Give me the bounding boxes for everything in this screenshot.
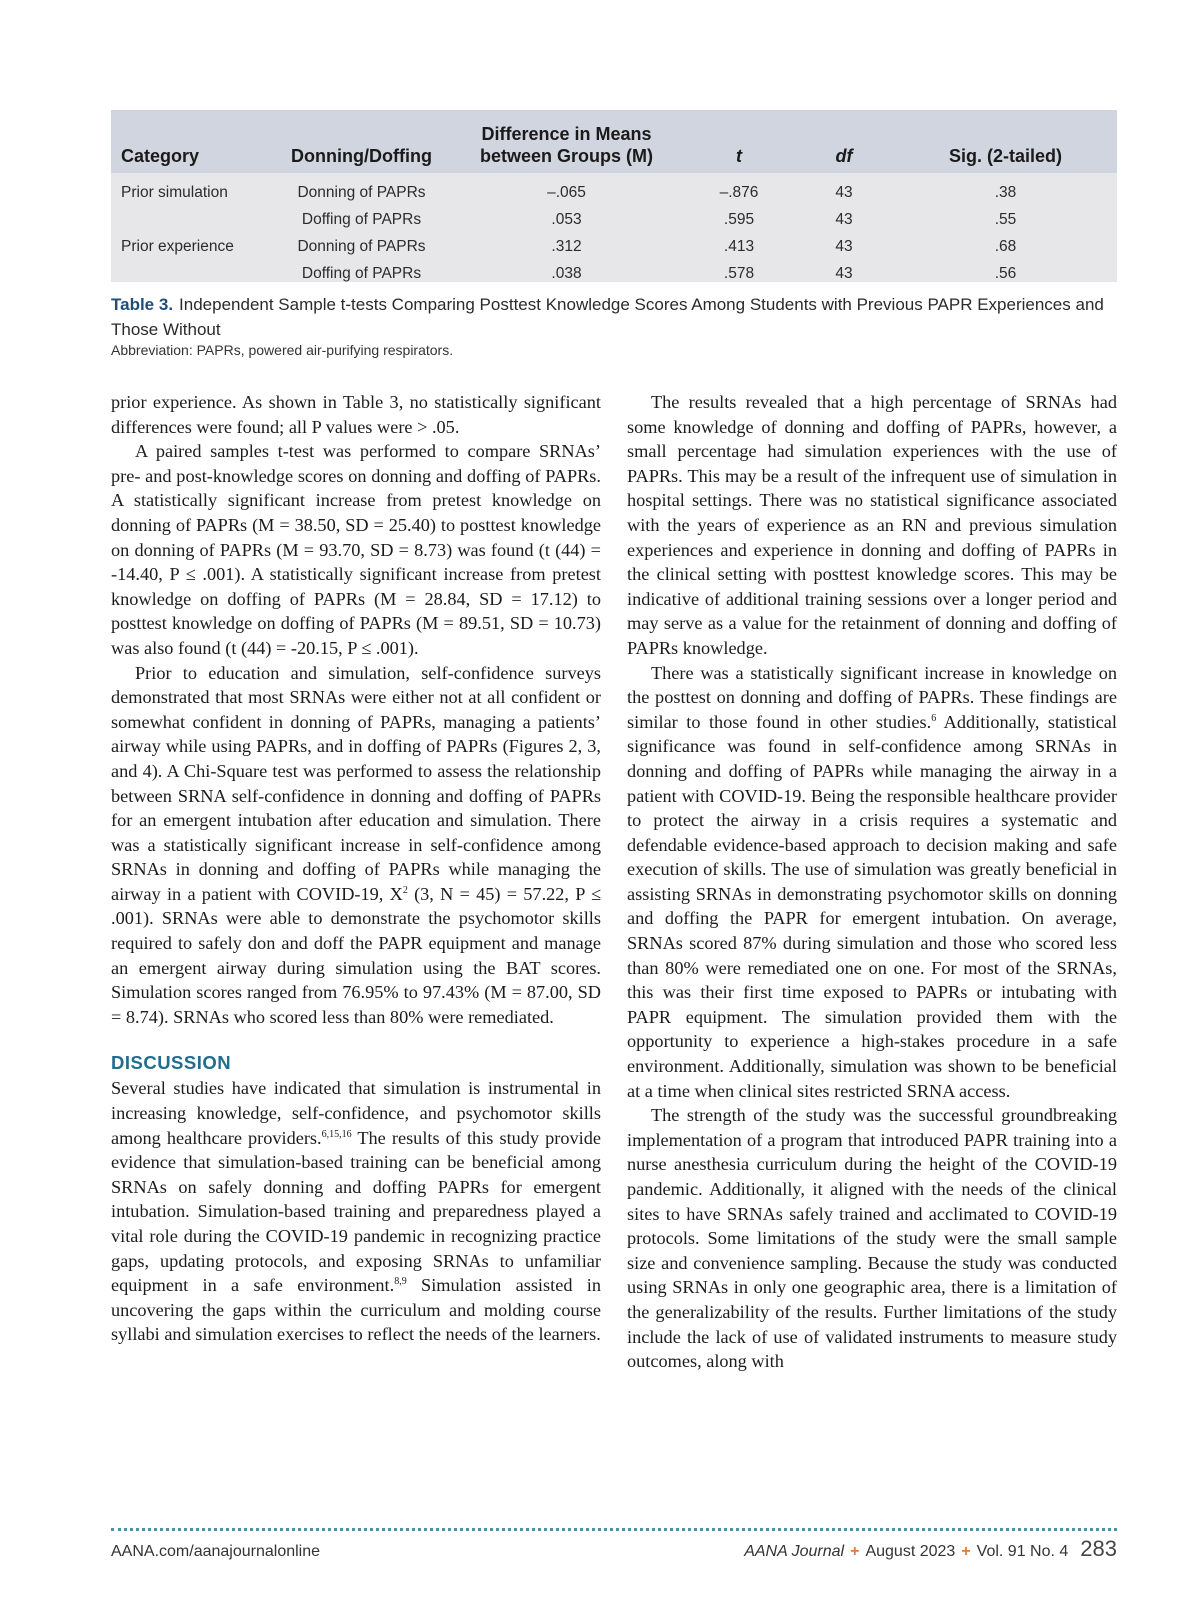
page-number: 283 (1080, 1536, 1117, 1561)
left-column (111, 390, 601, 1347)
paragraph-text: Several studies have indicated that simulation is instrumental in increasing knowledge, self-confidence, and psychomotor skills among healthcare providers. (111, 1078, 601, 1148)
cell-sig: .55 (994, 211, 1017, 228)
paragraph: A paired samples t-test was performed to compare SRNAs’ pre- and post-knowledge scores on donning and doffing of PAPRs. A statistically significant increase from pretest knowledge on donning of PAPRs (M = 38.50, SD = 25.40) to posttest knowledge on donning of PAPRs (M = 93.70, SD = 8.73) was found (t (44) = -14.40, P ≤ .001). A statistically significant increase from pretest knowledge on doffing of PAPRs (M = 28.84, SD = 17.12) to posttest knowledge on doffing of PAPRs (M = 89.51, SD = 10.73) was also found (t (44) = -20.15, P ≤ .001). (111, 441, 601, 658)
table-3 (111, 110, 1117, 282)
paragraph (111, 661, 601, 1030)
citation-superscript: 6 (931, 712, 937, 724)
cell-difference: .038 (551, 265, 582, 282)
cell-sig: .56 (994, 265, 1017, 282)
footer-volume: Vol. 91 No. 4 (976, 1543, 1069, 1560)
discussion-heading: DISCUSSION (111, 1052, 232, 1074)
plus-icon: + (961, 1543, 971, 1560)
plus-icon: + (850, 1543, 860, 1560)
footer-journal-name: AANA Journal (744, 1543, 845, 1560)
paragraph (627, 661, 1117, 1104)
cell-sig: .38 (994, 184, 1017, 201)
right-column (627, 390, 1117, 1374)
header-df: df (835, 146, 853, 166)
cell-difference: –.065 (547, 184, 586, 201)
cell-t: –.876 (719, 184, 759, 201)
header-donning-doffing: Donning/Doffing (291, 146, 432, 166)
cell-df: 43 (835, 211, 853, 228)
paragraph-text: There was a statistically significant increase in knowledge on the posttest on donning and doffing of PAPRs. These findings are similar to those found in other studies. (627, 662, 1117, 732)
paragraph-text: Additionally, statistical significance was found in self-confidence among SRNAs in donning and doffing of PAPRs while managing the airway in a patient with COVID-19. Being the responsible healthcare provider to protect the airway in a crisis requires a systematic and defendable evidence-based approach to decision making and safe execution of skills. The use of simulation was greatly beneficial in assisting SRNAs in demonstrating psychomotor skills on donning and doffing the PAPR for emergent intubation. On average, SRNAs scored 87% during simulation and those who scored less than 80% were remediated one on one. For most of the SRNAs, this was their first time exposed to PAPRs or intubating with PAPR equipment. The simulation provided them with the opportunity to experience a high-stakes procedure in a safe environment. Additionally, simulation was shown to be beneficial at a time when clinical sites restricted SRNA access. (627, 711, 1117, 1101)
paragraph: The results revealed that a high percentage of SRNAs had some knowledge of donning and doffing of PAPRs, however, a small percentage had simulation experiences with the use of PAPRs. This may be a result of the infrequent use of simulation in hospital settings. There was no statistical significance associated with the years of experience as an RN and previous simulation experiences and experience in donning and doffing of PAPRs in the clinical setting with posttest knowledge scores. This may be indicative of additional training sessions over a longer period and may serve as a value for the retainment of donning and doffing of PAPRs knowledge. (627, 392, 1117, 658)
cell-donning-doffing: Donning of PAPRs (297, 184, 426, 201)
cell-category (111, 260, 274, 287)
cell-df: 43 (835, 184, 853, 201)
table-caption-text: Independent Sample t-tests Comparing Posttest Knowledge Scores Among Students with Previous PAPR Experiences and Those Without (111, 295, 1104, 339)
cell-donning-doffing: Doffing of PAPRs (301, 211, 422, 228)
cell-category: Prior simulation (121, 184, 228, 201)
footer-divider (111, 1528, 1117, 1531)
header-difference-in-means: Difference in Means between Groups (M) (479, 124, 653, 166)
paragraph-text: (3, N = 45) = 57.22, P ≤ .001). SRNAs were able to demonstrate the psychomotor skills required to safely don and doff the PAPR equipment and manage an emergent airway during simulation using the BAT scores. Simulation scores ranged from 76.95% to 97.43% (M = 87.00, SD = 8.74). SRNAs who scored less than 80% were remediated. (111, 883, 601, 1027)
paragraph-text: Simulation assisted in uncovering the gaps within the curriculum and molding course syllabi and simulation exercises to reflect the needs of the learners. (111, 1275, 601, 1345)
table-header-row (111, 110, 1117, 173)
footer-journal-info (744, 1536, 1117, 1562)
cell-difference: .053 (551, 211, 582, 228)
cell-difference: .312 (551, 238, 582, 255)
table-row (111, 173, 1117, 206)
cell-df: 43 (835, 238, 853, 255)
cell-category (111, 206, 274, 233)
table-row (111, 233, 1117, 260)
cell-t: .595 (723, 211, 755, 228)
footer-website: AANA.com/aanajournalonline (111, 1543, 321, 1560)
citation-superscript: 8,9 (394, 1276, 407, 1288)
paragraph-text: The results of this study provide evidence that simulation-based training can be beneficial among SRNAs on safely donning and doffing PAPRs for emergent intubation. Simulation-based training and preparedness played a vital role during the COVID-19 pandemic in recognizing practice gaps, updating protocols, and exposing SRNAs to unfamiliar equipment in a safe environment. (111, 1127, 601, 1296)
citation-superscript: 6,15,16 (321, 1128, 352, 1140)
cell-t: .413 (723, 238, 755, 255)
table-row (111, 206, 1117, 233)
table-caption (111, 292, 1117, 342)
cell-category: Prior experience (121, 238, 234, 255)
table-row (111, 260, 1117, 287)
cell-t: .578 (723, 265, 755, 282)
cell-df: 43 (835, 265, 853, 282)
cell-sig: .68 (994, 238, 1017, 255)
results-table (111, 110, 1117, 287)
table-caption-label: Table 3. (111, 295, 174, 314)
header-t: t (736, 146, 742, 166)
paragraph (111, 1076, 601, 1347)
paragraph-text: Prior to education and simulation, self-confidence surveys demonstrated that most SRNAs were either not at all confident or somewhat confident in donning of PAPRs, managing a patients’ airway while using PAPRs, and in doffing of PAPRs (Figures 2, 3, and 4). A Chi-Square test was performed to assess the relationship between SRNA self-confidence in donning and doffing of PAPRs for an emergent intubation after education and simulation. There was a statistically significant increase in self-confidence among SRNAs in donning and doffing of PAPRs while managing the airway in a patient with COVID-19, X (111, 662, 601, 904)
superscript: 2 (402, 884, 408, 896)
cell-donning-doffing: Donning of PAPRs (297, 238, 426, 255)
table-abbreviation: Abbreviation: PAPRs, powered air-purifying respirators. (111, 342, 454, 358)
footer-date: August 2023 (865, 1543, 956, 1560)
header-category: Category (121, 146, 200, 166)
cell-donning-doffing: Doffing of PAPRs (301, 265, 422, 282)
header-sig: Sig. (2-tailed) (948, 146, 1062, 166)
paragraph: The strength of the study was the successful groundbreaking implementation of a program that introduced PAPR training into a nurse anesthesia curriculum during the height of the COVID-19 pandemic. Additionally, it aligned with the needs of the clinical sites to have SRNAs safely trained and acclimated to COVID-19 protocols. Some limitations of the study were the small sample size and convenience sampling. Because the study was conducted using SRNAs in only one geographic area, there is a limitation of the generalizability of the results. Further limitations of the study include the lack of use of validated instruments to measure study outcomes, along with (627, 1105, 1117, 1372)
paragraph: prior experience. As shown in Table 3, no statistically significant differences were found; all P values were > .05. (111, 392, 601, 437)
